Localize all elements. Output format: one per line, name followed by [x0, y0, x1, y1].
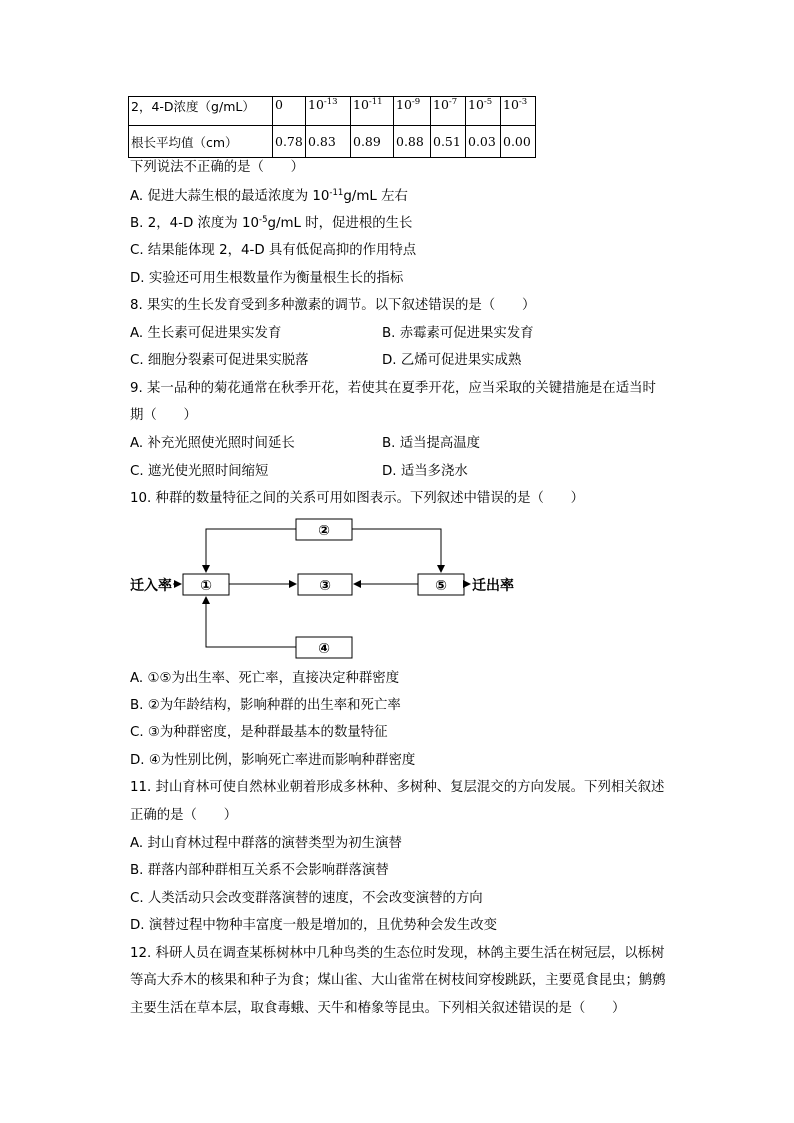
q7-option-d: D. 实验还可用生根数量作为衡量根生长的指标: [130, 271, 404, 286]
q9-option-c: C. 遮光使光照时间缩短: [130, 464, 269, 479]
table-cell: $10^{-5}$: [466, 97, 501, 126]
q8-option-a: A. 生长素可促进果实发育: [130, 326, 282, 341]
arrow-2-to-1: [206, 529, 296, 572]
q11-option-d: D. 演替过程中物种丰富度一般是增加的，且优势种会发生改变: [130, 918, 497, 933]
arrow-2-to-5: [352, 529, 441, 572]
box-1-label: ①: [200, 578, 212, 594]
q10-option-d: D. ④为性别比例，影响死亡率进而影响种群密度: [130, 753, 416, 768]
q11-option-b: B. 群落内部种群相互关系不会影响群落演替: [130, 863, 389, 878]
table-cell: 0.89: [351, 126, 394, 158]
q12-stem-line1: 12. 科研人员在调查某栎树林中几种鸟类的生态位时发现，林鸽主要生活在树冠层，以栎树: [130, 946, 665, 961]
box-2-label: ②: [318, 523, 330, 539]
table-cell: 0: [273, 97, 306, 126]
q9-option-d: D. 适当多浇水: [382, 464, 468, 479]
concentration-table: [128, 96, 536, 158]
population-characteristics-diagram: [126, 515, 546, 663]
table-row: [129, 126, 536, 158]
box-4-label: ④: [318, 641, 330, 657]
box-5-label: ⑤: [435, 578, 447, 594]
box-3-label: ③: [319, 578, 331, 594]
table-cell: $10^{-9}$: [394, 97, 431, 126]
q7-option-a: A. 促进大蒜生根的最适浓度为 $10^{-11}g/mL$ 左右: [130, 188, 408, 204]
q10-stem: 10. 种群的数量特征之间的关系可用如图表示。下列叙述中错误的是（ ）: [130, 491, 585, 506]
q11-option-c: C. 人类活动只会改变群落演替的速度，不会改变演替的方向: [130, 891, 483, 906]
table-cell: $10^{-7}$: [431, 97, 466, 126]
q10-option-b: B. ②为年龄结构，影响种群的出生率和死亡率: [130, 698, 401, 713]
q7-option-c: C. 结果能体现 2，4-D 具有低促高抑的作用特点: [130, 243, 417, 258]
q11-option-a: A. 封山育林过程中群落的演替类型为初生演替: [130, 836, 402, 851]
q8-option-b: B. 赤霉素可促进果实发育: [382, 326, 534, 341]
table-cell: 0.78: [273, 126, 306, 158]
immigration-rate-label: 迁入率: [130, 578, 172, 594]
q8-option-d: D. 乙烯可促进果实成熟: [382, 353, 522, 368]
q8-option-c: C. 细胞分裂素可促进果实脱落: [130, 353, 309, 368]
table-cell: $10^{-13}$: [306, 97, 351, 126]
table-row-label: 根长平均值（cm）: [129, 126, 273, 158]
arrow-4-to-1: [206, 597, 296, 647]
table-cell: 0.51: [431, 126, 466, 158]
table-cell: 0.88: [394, 126, 431, 158]
q11-stem-line1: 11. 封山育林可使自然林业朝着形成多林种、多树种、复层混交的方向发展。下列相关叙述: [130, 780, 665, 795]
q10-option-c: C. ③为种群密度，是种群最基本的数量特征: [130, 725, 388, 740]
q9-stem-line1: 9. 某一品种的菊花通常在秋季开花，若使其在夏季开花，应当采取的关键措施是在适当时: [130, 381, 656, 396]
emigration-rate-label: 迁出率: [472, 578, 514, 594]
q9-stem-line2: 期（ ）: [130, 408, 197, 423]
q12-stem-line3: 主要生活在草本层，取食毒蛾、天牛和椿象等昆虫。下列相关叙述错误的是（ ）: [130, 1001, 626, 1016]
q8-stem: 8. 果实的生长发育受到多种激素的调节。以下叙述错误的是（ ）: [130, 298, 536, 313]
q11-stem-line2: 正确的是（ ）: [130, 808, 238, 823]
table-row-label: 2，4-D浓度（g/mL）: [129, 97, 273, 126]
table-cell: 0.83: [306, 126, 351, 158]
q9-option-b: B. 适当提高温度: [382, 436, 481, 451]
q9-option-a: A. 补充光照使光照时间延长: [130, 436, 295, 451]
q7-stem: 下列说法不正确的是（ ）: [130, 160, 305, 175]
q7-option-b: B. 2，4-D 浓度为 $10^{-5}g/mL$ 时，促进根的生长: [130, 215, 413, 231]
table-cell: $10^{-11}$: [351, 97, 394, 126]
table-cell: 0.00: [501, 126, 536, 158]
q10-option-a: A. ①⑤为出生率、死亡率，直接决定种群密度: [130, 671, 400, 686]
table-cell: 0.03: [466, 126, 501, 158]
table-row: [129, 97, 536, 126]
q12-stem-line2: 等高大乔木的核果和种子为食；煤山雀、大山雀常在树枝间穿梭跳跃，主要觅食昆虫；鹪鹩: [130, 973, 666, 988]
table-cell: $10^{-3}$: [501, 97, 536, 126]
